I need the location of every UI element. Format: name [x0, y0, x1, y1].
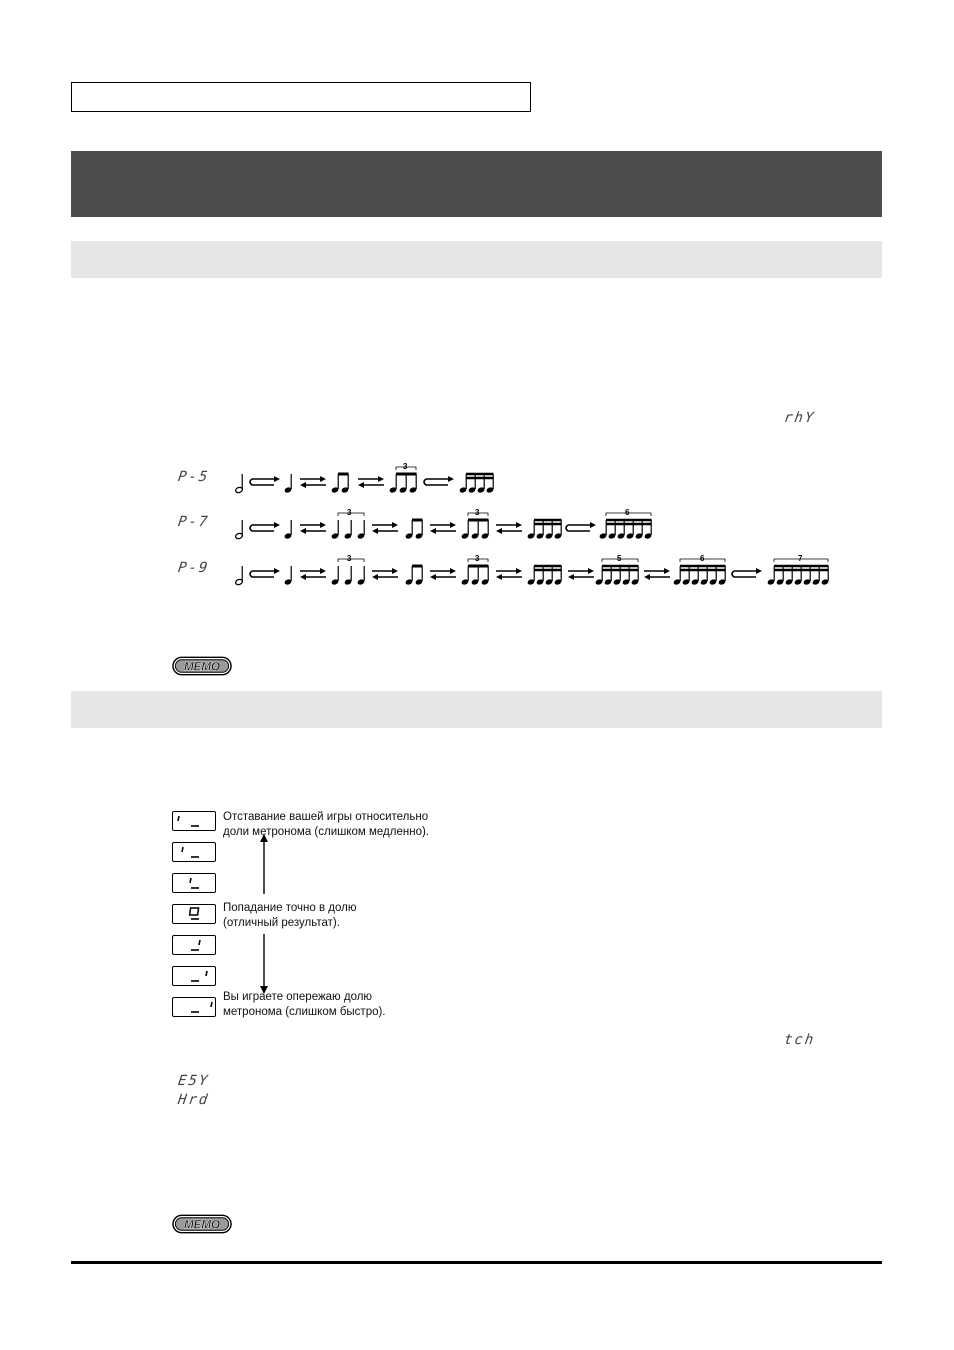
- timing-box-late-1: [172, 873, 216, 893]
- timing-box-exact: [172, 904, 216, 924]
- timing-exact-line1: Попадание точно в долю: [223, 902, 357, 914]
- tuplet-label: 7: [798, 554, 803, 563]
- tuplet-label: 3: [403, 462, 408, 471]
- footer-rule: [71, 1261, 882, 1264]
- memo-badge-2: [172, 1214, 232, 1234]
- header-box: [71, 82, 531, 112]
- timing-late-text: [223, 810, 429, 840]
- lcd-p5: P-5: [176, 469, 211, 485]
- tuplet-label: 6: [625, 508, 630, 517]
- timing-box-early-3: [172, 997, 216, 1017]
- tuplet-label: 5: [617, 554, 622, 563]
- timing-early-line2: метронома (слишком быстро).: [223, 1006, 386, 1018]
- timing-exact-text: [223, 901, 356, 931]
- rhythm-row-p5: [235, 462, 494, 494]
- rhythm-row-p7: [235, 508, 652, 540]
- timing-early-line1: Вы играете опережаю долю: [223, 991, 373, 1003]
- timing-late-line1: Отставание вашей игры относительно: [223, 811, 429, 823]
- tuplet-label: 3: [347, 508, 352, 517]
- lcd-rhythm: rhY: [782, 410, 817, 426]
- rhythm-row-p9: [235, 554, 829, 586]
- tuplet-label: 3: [475, 508, 480, 517]
- section-heading-band-1: [71, 241, 882, 278]
- timing-late-line2: доли метронома (слишком медленно).: [223, 826, 429, 838]
- rhythm-sequence-figure: [230, 462, 850, 592]
- memo-label: MEMO: [183, 1218, 221, 1232]
- timing-box-early-1: [172, 935, 216, 955]
- lcd-tech: tch: [782, 1032, 817, 1048]
- timing-exact-line2: (отличный результат).: [223, 917, 340, 929]
- lcd-easy: E5Y: [176, 1073, 211, 1089]
- memo-badge-1: [172, 656, 232, 676]
- timing-box-late-3: [172, 811, 216, 831]
- lcd-hard: Hrd: [176, 1092, 211, 1108]
- memo-label: MEMO: [183, 660, 221, 674]
- section-heading-band-2: [71, 691, 882, 728]
- timing-box-early-2: [172, 966, 216, 986]
- lcd-p7: P-7: [176, 514, 211, 530]
- tuplet-label: 3: [475, 554, 480, 563]
- timing-early-text: [223, 990, 386, 1020]
- lcd-p9: P-9: [176, 560, 211, 576]
- timing-box-late-2: [172, 842, 216, 862]
- tuplet-label: 6: [700, 554, 705, 563]
- tuplet-label: 3: [347, 554, 352, 563]
- chapter-title-band: [71, 151, 882, 217]
